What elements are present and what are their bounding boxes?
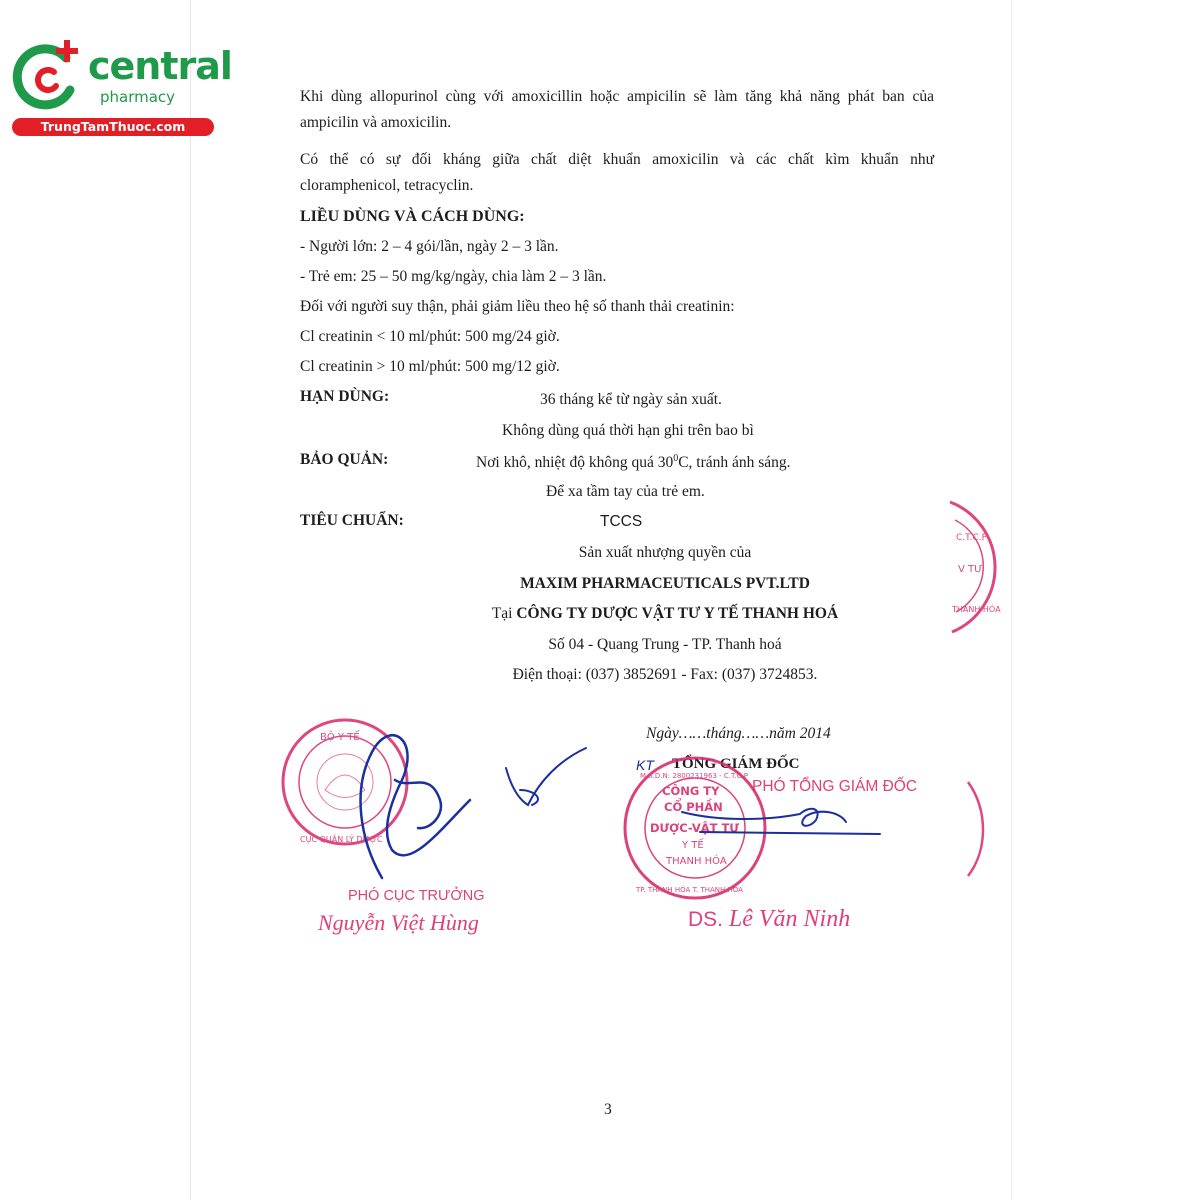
storage-note: Để xa tầm tay của trẻ em. [546,483,705,500]
vice-director-title: PHÓ TỔNG GIÁM ĐỐC [752,778,918,795]
page-number: 3 [604,1101,612,1118]
deputy-name: Nguyễn Việt Hùng [318,910,479,935]
dose-adult: - Người lớn: 2 – 4 gói/lần, ngày 2 – 3 lần. [300,238,559,255]
logo-brand-text: central [88,44,232,88]
interaction-paragraph-1-line-2: ampicilin và amoxicilin. [300,114,452,131]
side-stamp-bottom: THANH HÓA [952,605,1001,614]
ministry-stamp-bottom: CỤC QUẢN LÝ DƯỢC [300,835,383,844]
company-stamp [625,758,765,898]
company-stamp-line3: DƯỢC-VẬT TƯ [650,821,739,835]
kt-mark: KT [636,757,654,773]
expiry-value: 36 tháng kể từ ngày sản xuất. [540,391,722,408]
logo-sub-text: pharmacy [100,88,176,106]
at-prefix: Tại [491,605,517,622]
interaction-paragraph-1-line-1: Khi dùng allopurinol cùng với amoxicillin hoặc ampicilin sẽ làm tăng khả năng phát ban của [300,88,934,105]
director-title: TỔNG GIÁM ĐỐC [672,756,800,772]
company-local: CÔNG TY DƯỢC VẬT TƯ Y TẾ THANH HOÁ [516,605,839,622]
renal-note: Đối với người suy thận, phải giảm liều theo hệ số thanh thải creatinin: [300,298,735,315]
company-stamp-ring-bottom: TP. THANH HÓA T. THANH HÓA [636,886,743,894]
company-stamp-ring: M.S.D.N: 2800231963 - C.T.C.P [640,772,748,780]
storage-value-a: Nơi khô, nhiệt độ không quá 30 [476,454,674,472]
standard-label: TIÊU CHUẨN: [300,512,404,529]
company-stamp-line5: THANH HÓA [666,856,727,867]
interaction-paragraph-2-line-1: Có thể có sự đối kháng giữa chất diệt khuẩn amoxicilin và các chất kìm khuẩn như [300,151,934,168]
expiry-label: HẠN DÙNG: [300,388,390,405]
side-stamp-top: C.T.C.P [956,533,988,543]
deputy-title: PHÓ CỤC TRƯỞNG [348,888,485,904]
deputy-signature [361,735,470,878]
dosage-heading: LIỀU DÙNG VÀ CÁCH DÙNG: [300,208,525,225]
expiry-note: Không dùng quá thời hạn ghi trên bao bì [502,422,754,439]
creatinine-low: Cl creatinin < 10 ml/phút: 500 mg/24 giờ. [300,328,560,345]
initial-signature [506,748,586,805]
company-stamp-line4: Y TẾ [682,840,704,851]
storage-label: BẢO QUẢN: [300,451,389,468]
company-phone: Điện thoại: (037) 3852691 - Fax: (037) 3724853. [512,666,818,683]
company-stamp-line2: CỔ PHẦN [664,800,723,814]
ds-name-text: Lê Văn Ninh [728,906,851,932]
emblem-icon [317,754,373,810]
ministry-stamp-top: BỘ Y TẾ [320,732,360,743]
franchise-text: Sản xuất nhượng quyền của [578,544,752,561]
side-stamp-mid: V TƯ [958,564,983,575]
logo-site-url[interactable]: TrungTamThuoc.com [12,118,214,136]
signature-date: Ngày……tháng……năm 2014 [646,725,831,742]
company-stamp-line1: CÔNG TY [662,784,720,798]
dose-child: - Trẻ em: 25 – 50 mg/kg/ngày, chia làm 2 – 3 lần. [300,268,607,285]
company-maxim: MAXIM PHARMACEUTICALS PVT.LTD [520,575,810,592]
ds-prefix: DS. [688,908,724,931]
interaction-paragraph-2-line-2: cloramphenicol, tetracyclin. [300,177,474,194]
storage-degree: 0 [673,453,679,464]
creatinine-high: Cl creatinin > 10 ml/phút: 500 mg/12 giờ. [300,358,560,375]
side-stamp [950,502,1001,876]
company-address: Số 04 - Quang Trung - TP. Thanh hoá [548,636,782,653]
storage-value-b: C, tránh ánh sáng. [678,454,791,472]
standard-value: TCCS [600,513,643,530]
